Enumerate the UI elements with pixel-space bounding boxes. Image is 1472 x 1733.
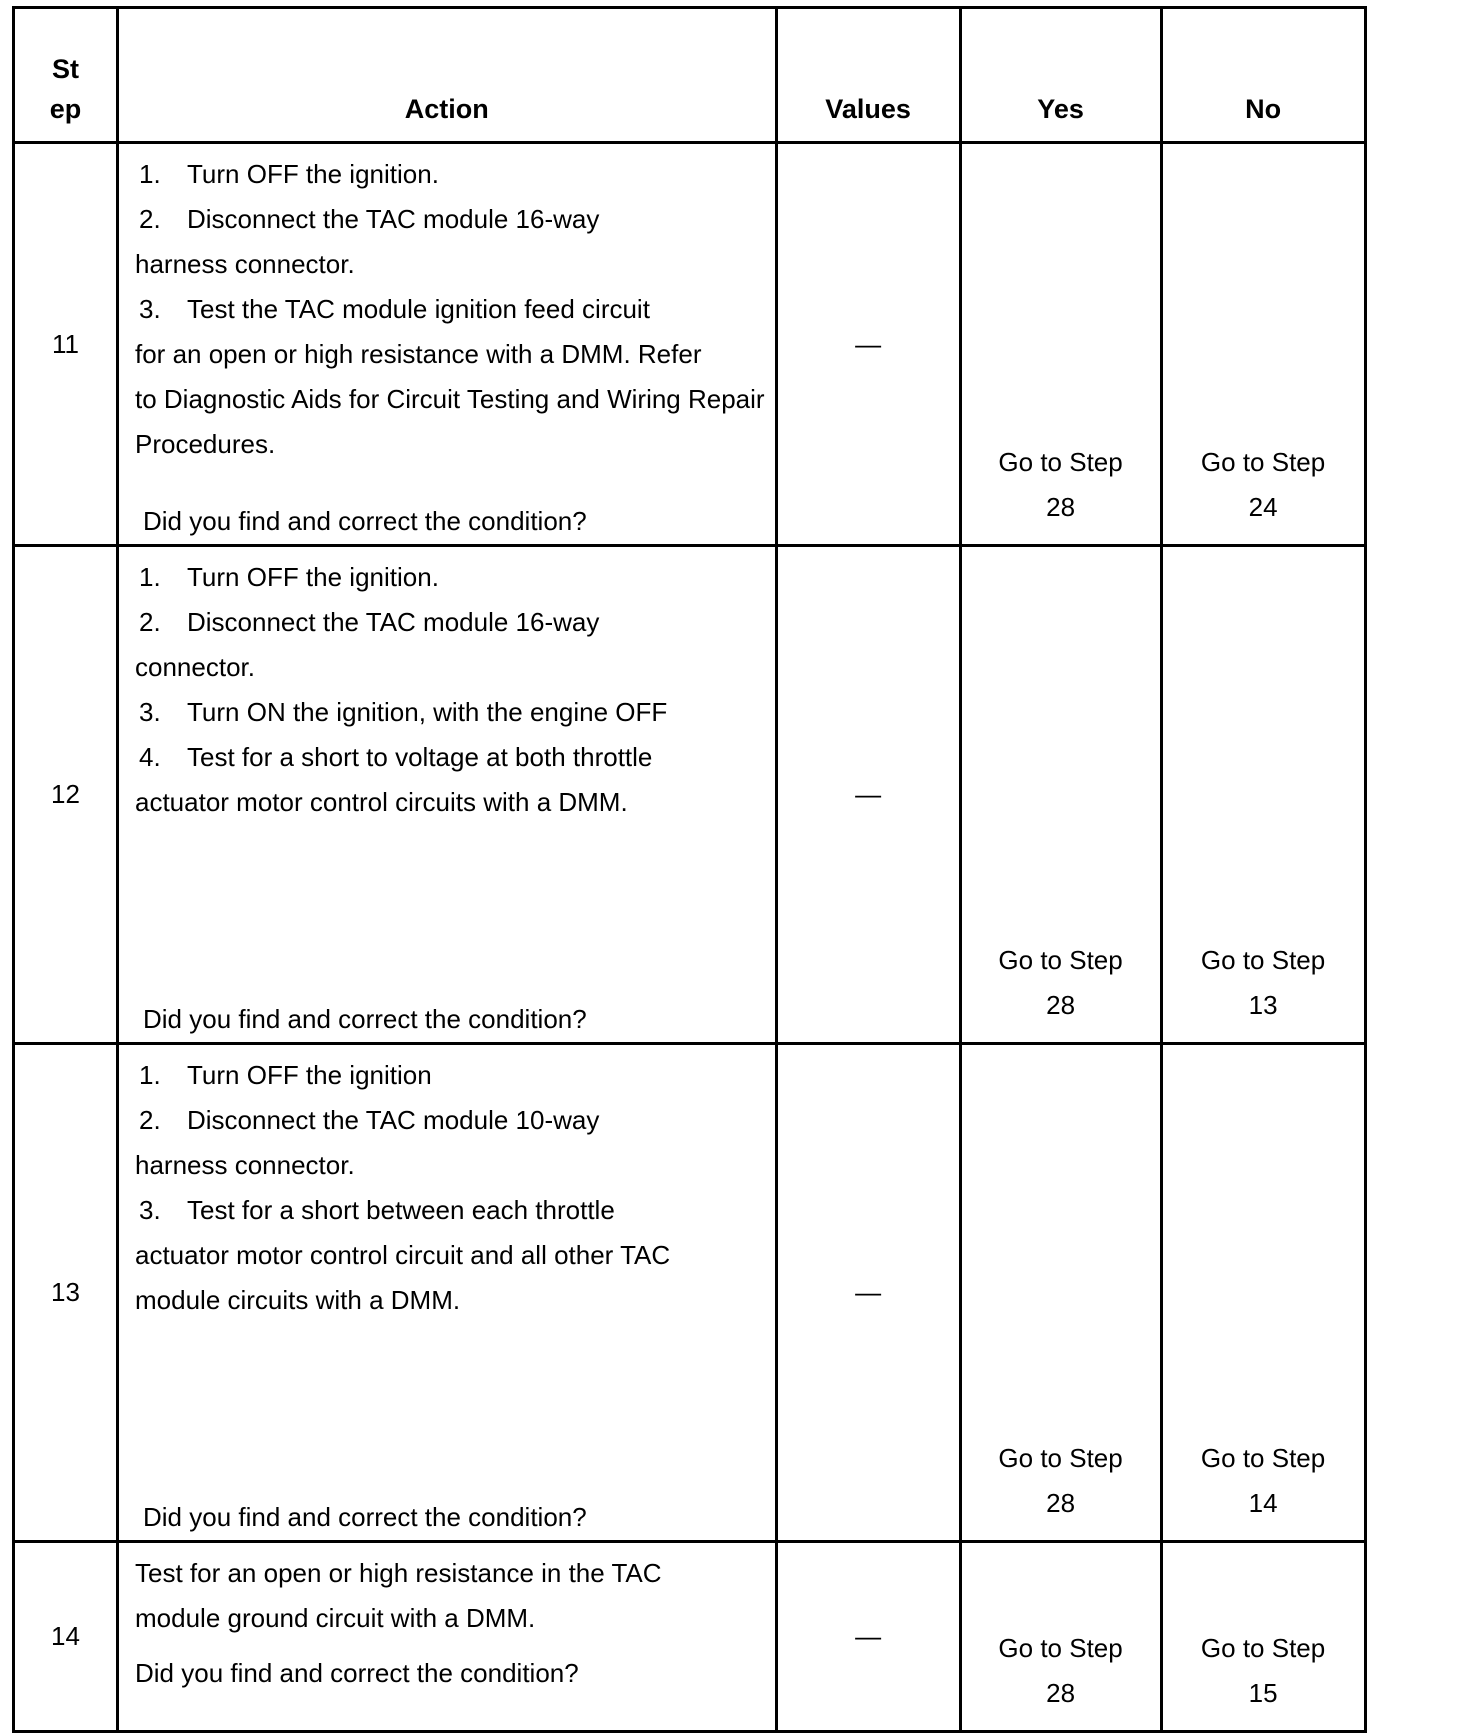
action-line <box>135 197 765 242</box>
action-text: for an open or high resistance with a DMM. Refer <box>135 339 702 369</box>
step-item-number: 4. <box>139 742 161 772</box>
action-line <box>135 242 765 287</box>
action-text: actuator motor control circuits with a DMM. <box>135 787 628 817</box>
step-item-number: 2. <box>139 607 161 637</box>
no-goto-label: Go to Step <box>1200 1443 1326 1473</box>
action-line <box>135 1098 765 1143</box>
values-cell: — <box>776 143 960 546</box>
question-text: Did you find and correct the condition? <box>143 1502 587 1532</box>
yes-goto-label: Go to Step <box>998 1443 1123 1473</box>
action-text: module ground circuit with a DMM. <box>135 1603 536 1633</box>
no-goto-cell <box>1161 1044 1365 1542</box>
yes-goto-step: 28 <box>1046 492 1076 522</box>
no-header: No <box>1161 8 1365 143</box>
diagnostic-table <box>12 6 1367 1733</box>
step-item-number: 1. <box>139 562 161 592</box>
action-line <box>135 690 765 735</box>
action-text: actuator motor control circuit and all other TAC <box>135 1240 671 1270</box>
action-line <box>135 422 765 467</box>
step-number: 11 <box>14 143 118 546</box>
no-goto-step: 24 <box>1248 492 1278 522</box>
yes-goto-label: Go to Step <box>998 1633 1123 1663</box>
action-text: Disconnect the TAC module 10-way <box>187 1105 600 1135</box>
step-number: 12 <box>14 546 118 1044</box>
action-line <box>135 152 765 197</box>
yes-goto-step: 28 <box>1046 990 1076 1020</box>
step-number: 14 <box>14 1542 118 1732</box>
action-text: Test the TAC module ignition feed circuit <box>187 294 650 324</box>
action-line <box>135 780 765 825</box>
action-line <box>135 600 765 645</box>
action-text: Turn OFF the ignition. <box>187 562 439 592</box>
yes-goto-step: 28 <box>1046 1678 1076 1708</box>
action-text: Procedures. <box>135 429 276 459</box>
action-text: Turn OFF the ignition. <box>187 159 439 189</box>
action-line <box>135 555 765 600</box>
values-cell: — <box>776 546 960 1044</box>
action-line <box>135 1053 765 1098</box>
action-line <box>135 1551 765 1596</box>
step-item-number: 3. <box>139 697 161 727</box>
no-goto-step: 15 <box>1248 1678 1278 1708</box>
header-row <box>14 8 1366 143</box>
action-line <box>135 287 765 332</box>
no-goto-cell <box>1161 546 1365 1044</box>
action-line <box>135 645 765 690</box>
no-goto-cell <box>1161 1542 1365 1732</box>
action-text: Disconnect the TAC module 16-way <box>187 607 600 637</box>
action-text: Turn OFF the ignition <box>187 1060 432 1090</box>
step-item-number: 1. <box>139 1060 161 1090</box>
question-text: Did you find and correct the condition? <box>143 1004 587 1034</box>
table-row <box>14 546 1366 1044</box>
action-line <box>135 1278 765 1323</box>
step-header <box>14 8 118 143</box>
action-text: Turn ON the ignition, with the engine OFF <box>187 697 668 727</box>
yes-header: Yes <box>960 8 1161 143</box>
action-text: Test for a short to voltage at both throttle <box>187 742 653 772</box>
action-line <box>135 1233 765 1278</box>
action-text: to Diagnostic Aids for Circuit Testing and Wiring Repair <box>135 384 765 414</box>
no-goto-step: 14 <box>1248 1488 1278 1518</box>
step-number: 13 <box>14 1044 118 1542</box>
values-header: Values <box>776 8 960 143</box>
action-text: Disconnect the TAC module 16-way <box>187 204 600 234</box>
no-goto-cell <box>1161 143 1365 546</box>
no-goto-label: Go to Step <box>1200 945 1326 975</box>
action-text: connector. <box>135 652 255 682</box>
values-cell: — <box>776 1044 960 1542</box>
action-text: module circuits with a DMM. <box>135 1285 461 1315</box>
action-cell <box>118 1044 777 1542</box>
values-cell: — <box>776 1542 960 1732</box>
step-item-number: 1. <box>139 159 161 189</box>
question-text: Did you find and correct the condition? <box>135 1658 579 1688</box>
action-line <box>135 377 765 422</box>
table-row <box>14 143 1366 546</box>
step-item-number: 2. <box>139 204 161 234</box>
yes-goto-cell <box>960 546 1161 1044</box>
step-header-line-1: St <box>52 54 79 84</box>
action-text: harness connector. <box>135 249 355 279</box>
action-text: Test for an open or high resistance in the TAC <box>135 1558 662 1588</box>
table-row <box>14 1542 1366 1732</box>
yes-goto-cell <box>960 143 1161 546</box>
action-text: harness connector. <box>135 1150 355 1180</box>
step-item-number: 3. <box>139 294 161 324</box>
action-line <box>135 1188 765 1233</box>
yes-goto-cell <box>960 1542 1161 1732</box>
action-line <box>135 735 765 780</box>
action-line <box>135 1596 765 1641</box>
no-goto-step: 13 <box>1248 990 1278 1020</box>
yes-goto-step: 28 <box>1046 1488 1076 1518</box>
step-item-number: 2. <box>139 1105 161 1135</box>
action-header: Action <box>118 8 777 143</box>
action-cell <box>118 1542 777 1732</box>
action-cell <box>118 546 777 1044</box>
action-cell <box>118 143 777 546</box>
no-goto-label: Go to Step <box>1200 1633 1326 1663</box>
yes-goto-label: Go to Step <box>998 945 1123 975</box>
question-text: Did you find and correct the condition? <box>143 506 587 536</box>
action-text: Test for a short between each throttle <box>187 1195 615 1225</box>
table-row <box>14 1044 1366 1542</box>
yes-goto-cell <box>960 1044 1161 1542</box>
step-item-number: 3. <box>139 1195 161 1225</box>
action-line <box>135 332 765 377</box>
no-goto-label: Go to Step <box>1200 447 1326 477</box>
action-line <box>135 1143 765 1188</box>
step-header-line-2: ep <box>49 94 82 124</box>
yes-goto-label: Go to Step <box>998 447 1123 477</box>
